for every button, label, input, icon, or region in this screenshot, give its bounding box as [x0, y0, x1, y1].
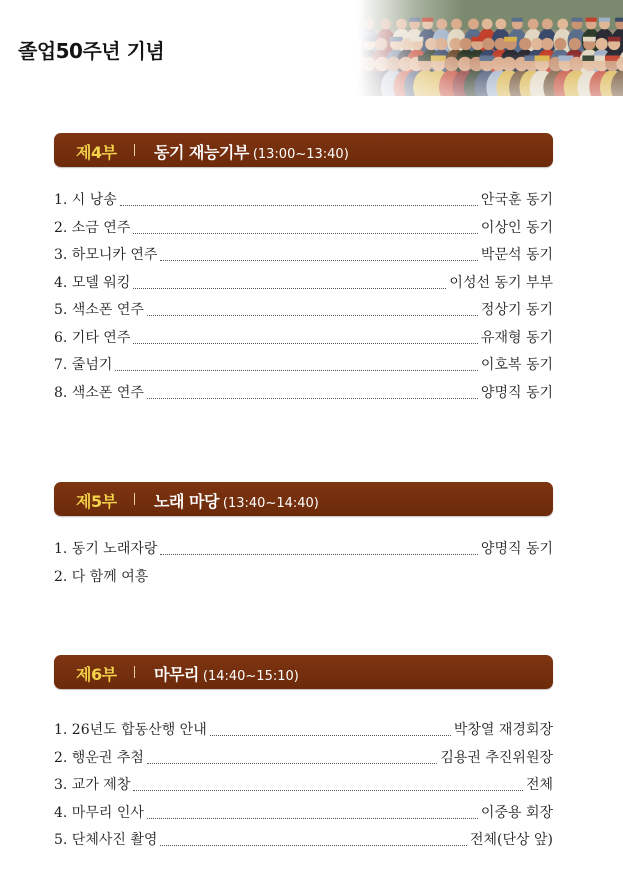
item-performer: 이호복 동기	[480, 357, 553, 373]
list-item	[54, 382, 553, 410]
item-label: 3. 교가 제창	[54, 777, 131, 793]
list-item	[54, 354, 553, 382]
item-performer: 정상기 동기	[480, 302, 553, 318]
list-item	[54, 802, 553, 830]
time-range: (14:40~15:10)	[202, 669, 299, 684]
item-label: 3. 하모니카 연주	[54, 247, 158, 263]
item-performer: 전체	[525, 777, 553, 793]
item-performer: 안국훈 동기	[480, 192, 553, 208]
section-title: 마무리 (14:40~15:10)	[154, 665, 299, 684]
item-performer: 이중용 회장	[480, 804, 553, 821]
dot-leader	[147, 818, 478, 819]
part-label: 제4부	[76, 143, 117, 162]
section-header	[54, 133, 553, 167]
dot-leader	[160, 554, 478, 555]
section-header	[54, 482, 553, 516]
list-item	[54, 566, 553, 594]
divider	[134, 493, 135, 505]
item-label: 1. 26년도 합동산행 안내	[54, 722, 207, 738]
dot-leader	[133, 233, 478, 234]
time-range: (13:40~14:40)	[222, 496, 319, 511]
dot-leader	[133, 343, 478, 344]
part-label: 제6부	[76, 665, 117, 684]
section-part4	[54, 133, 553, 409]
item-performer: 박창열 재경회장	[453, 722, 553, 738]
program-list	[54, 538, 553, 593]
list-item	[54, 747, 553, 775]
list-item	[54, 244, 553, 272]
section-title: 동기 재능기부 (13:00~13:40)	[154, 143, 349, 162]
program-list	[54, 189, 553, 409]
item-performer: 유재형 동기	[480, 329, 553, 346]
item-performer: 양명직 동기	[480, 541, 553, 557]
dot-leader	[210, 735, 451, 736]
item-performer: 이상인 동기	[480, 219, 553, 236]
item-label: 4. 모델 워킹	[54, 274, 131, 291]
item-performer: 양명직 동기	[480, 384, 553, 401]
item-label: 1. 시 낭송	[54, 192, 117, 208]
item-performer: 박문석 동기	[480, 247, 553, 263]
page-header	[0, 0, 623, 96]
part-label: 제5부	[76, 492, 117, 511]
item-label: 2. 행운권 추첨	[54, 749, 144, 766]
item-label: 6. 기타 연주	[54, 329, 131, 346]
section-part5	[54, 482, 553, 593]
section-header	[54, 655, 553, 689]
page-title: 졸업50주년 기념	[18, 39, 165, 63]
list-item	[54, 829, 553, 857]
list-item	[54, 327, 553, 355]
divider	[134, 666, 135, 678]
dot-leader	[160, 260, 478, 261]
dot-leader	[133, 790, 523, 791]
group-photo	[358, 0, 623, 96]
dot-leader	[133, 288, 446, 289]
dot-leader	[160, 845, 467, 846]
list-item	[54, 538, 553, 566]
dot-leader	[147, 315, 478, 316]
item-performer: 이성선 동기 부부	[449, 274, 553, 291]
list-item	[54, 719, 553, 747]
list-item	[54, 299, 553, 327]
list-item	[54, 189, 553, 217]
time-range: (13:00~13:40)	[252, 147, 349, 162]
item-label: 4. 마무리 인사	[54, 804, 144, 821]
dot-leader	[115, 370, 478, 371]
section-part6	[54, 655, 553, 857]
dot-leader	[147, 398, 478, 399]
list-item	[54, 272, 553, 300]
item-label: 7. 줄넘기	[54, 357, 113, 373]
divider	[134, 144, 135, 156]
section-title: 노래 마당 (13:40~14:40)	[154, 492, 319, 511]
program-list	[54, 719, 553, 857]
item-label: 5. 색소폰 연주	[54, 302, 144, 318]
item-label: 2. 소금 연주	[54, 219, 131, 236]
item-performer: 전체(단상 앞)	[470, 832, 553, 848]
item-label: 1. 동기 노래자랑	[54, 541, 158, 557]
list-item	[54, 217, 553, 245]
item-label: 5. 단체사진 촬영	[54, 832, 158, 848]
dot-leader	[120, 205, 478, 206]
list-item	[54, 774, 553, 802]
item-performer: 김용권 추진위원장	[440, 749, 553, 766]
dot-leader	[147, 763, 437, 764]
item-label: 8. 색소폰 연주	[54, 384, 144, 401]
item-label: 2. 다 함께 여흥	[54, 568, 149, 585]
